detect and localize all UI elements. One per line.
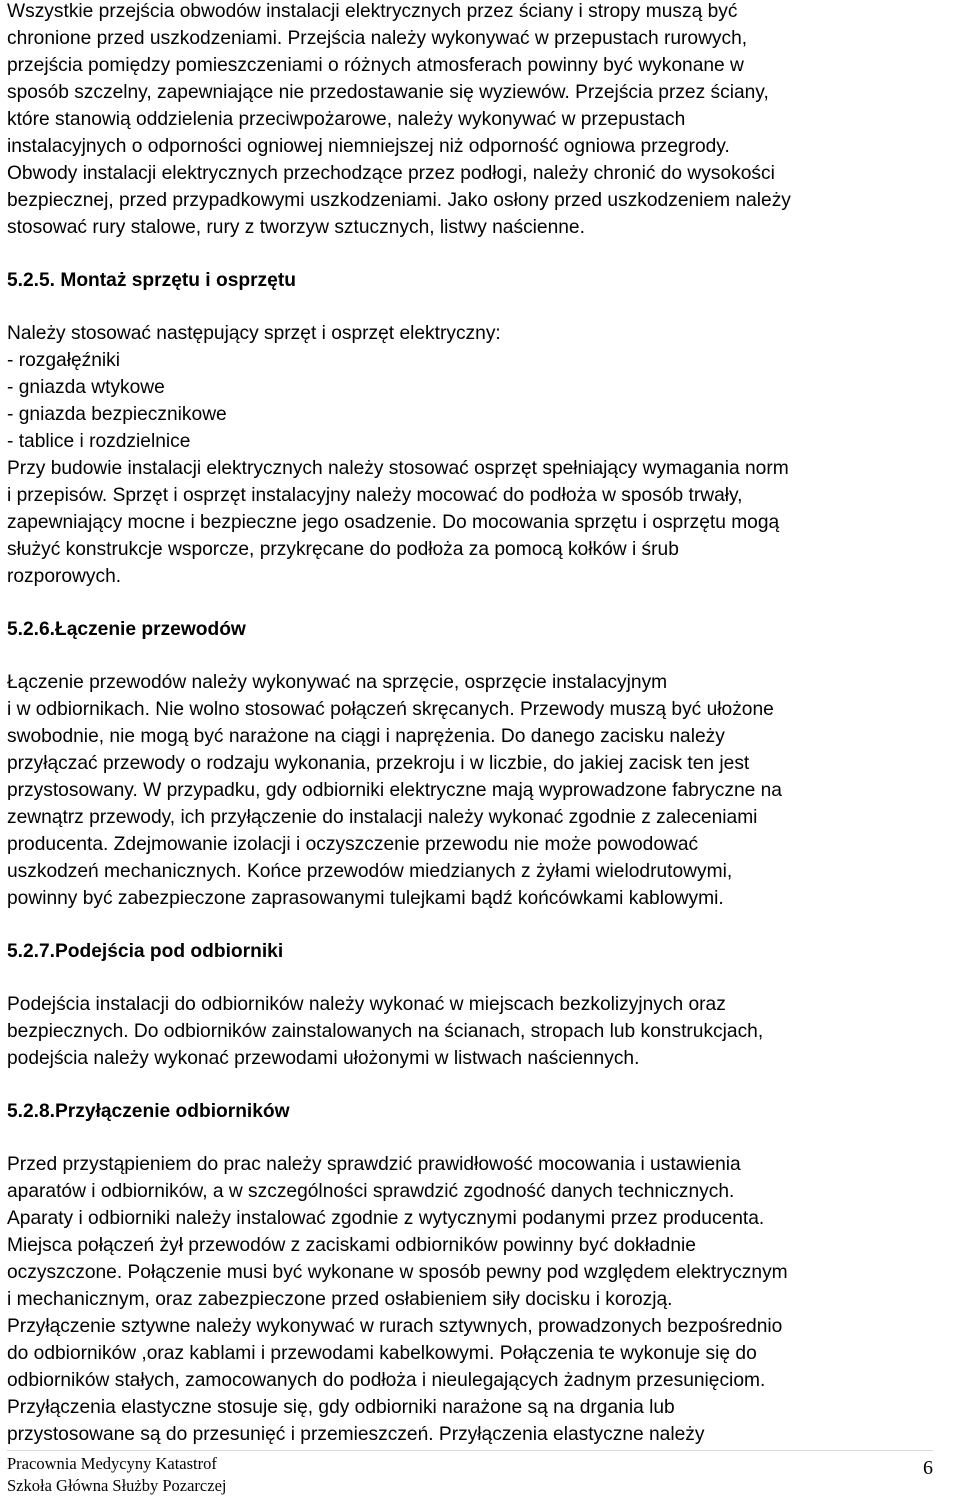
paragraph-receiver-approaches: Podejścia instalacji do odbiorników należy wykonać w miejscach bezkolizyjnych oraz bezpiecznych. Do odbiorników zainstalowanych na ścianach, stropach lub konstrukcjach, podejścia należy wykonać przewodami ułożonymi w listwach naściennych. — [7, 994, 764, 1069]
paragraph-equipment-mounting: Należy stosować następujący sprzęt i osprzęt elektryczny: - rozgałęźniki - gniazda wtykowe - gniazda bezpiecznikowe - tablice i rozdzielnice Przy budowie instalacji elektrycznych należy stosować osprzęt spełniający wymagania norm i przepisów. Sprzęt i osprzęt instalacyjny należy mocować do podłoża w sposób trwały, zapewniający mocne i bezpieczne jego osadzenie. Do mocowania sprzętu i osprzętu mogą służyć konstrukcje wsporcze, przykręcane do podłoża za pomocą kołków i śrub rozporowych. — [7, 323, 789, 587]
section-heading-5-2-6: 5.2.6.Łączenie przewodów — [7, 619, 246, 640]
page-number: 6 — [923, 1457, 933, 1479]
paragraph-receiver-connection: Przed przystąpieniem do prac należy sprawdzić prawidłowość mocowania i ustawienia aparatów i odbiorników, a w szczególności sprawdzić zgodność danych technicznych. Aparaty i odbiorniki należy instalować zgodnie z wytycznymi podanymi przez producenta. Miejsca połączeń żył przewodów z zaciskami odbiorników powinny być dokładnie oczyszczone. Połączenie musi być wykonane w sposób pewny pod względem elektrycznym i mechanicznym, oraz zabezpieczone przed osłabieniem siły docisku i korozją. Przyłączenie sztywne należy wykonywać w rurach sztywnych, prowadzonych bezpośrednio do odbiorników ,oraz kablami i przewodami kabelkowymi. Połączenia te wykonuje się do odbiorników stałych, zamocowanych do podłoża i nieulegających żadnym przesunięciom. Przyłączenia elastyczne stosuje się, gdy odbiorniki narażone są na drgania lub przystosowane są do przesunięć i przemieszczeń. Przyłączenia elastyczne należy — [7, 1154, 788, 1445]
paragraph-wire-joining: Łączenie przewodów należy wykonywać na sprzęcie, osprzęcie instalacyjnym i w odbiornikach. Nie wolno stosować połączeń skręcanych. Przewody muszą być ułożone swobodnie, nie mogą być narażone na ciągi i naprężenia. Do danego zacisku należy przyłączać przewody o rodzaju wykonania, przekroju i w liczbie, do jakiej zacisk ten jest przystosowany. W przypadku, gdy odbiorniki elektryczne mają wyprowadzone fabryczne na zewnątrz przewody, ich przyłączenie do instalacji należy wykonać zgodnie z zaleceniami producenta. Zdejmowanie izolacji i oczyszczenie przewodu nie może powodować uszkodzeń mechanicznych. Końce przewodów miedzianych z żyłami wielodrutowymi, powinny być zabezpieczone zaprasowanymi tulejkami bądź końcówkami kablowymi. — [7, 672, 782, 909]
paragraph-wall-passages: Wszystkie przejścia obwodów instalacji elektrycznych przez ściany i stropy muszą być chronione przed uszkodzeniami. Przejścia należy wykonywać w przepustach rurowych, przejścia pomiędzy pomieszczeniami o różnych atmosferach powinny być wykonane w sposób szczelny, zapewniające nie przedostawanie się wyziewów. Przejścia przez ściany, które stanowią oddzielenia przeciwpożarowe, należy wykonywać w przepustach instalacyjnych o odporności ogniowej niemniejszej niż odporność ogniowa przegrody. Obwody instalacji elektrycznych przechodzące przez podłogi, należy chronić do wysokości bezpiecznej, przed przypadkowymi uszkodzeniami. Jako osłony przed uszkodzeniem należy stosować rury stalowe, rury z tworzyw sztucznych, listwy naścienne. — [7, 1, 791, 238]
page-footer — [7, 1453, 933, 1497]
section-heading-5-2-8: 5.2.8.Przyłączenie odbiorników — [7, 1101, 290, 1122]
footer-organization: Pracownia Medycyny Katastrof Szkoła Główna Służby Pozarczej — [7, 1454, 227, 1495]
section-heading-5-2-7: 5.2.7.Podejścia pod odbiorniki — [7, 941, 284, 962]
section-heading-5-2-5: 5.2.5. Montaż sprzętu i osprzętu — [7, 270, 296, 291]
document-body — [7, 0, 953, 1448]
footer-divider — [7, 1450, 933, 1451]
